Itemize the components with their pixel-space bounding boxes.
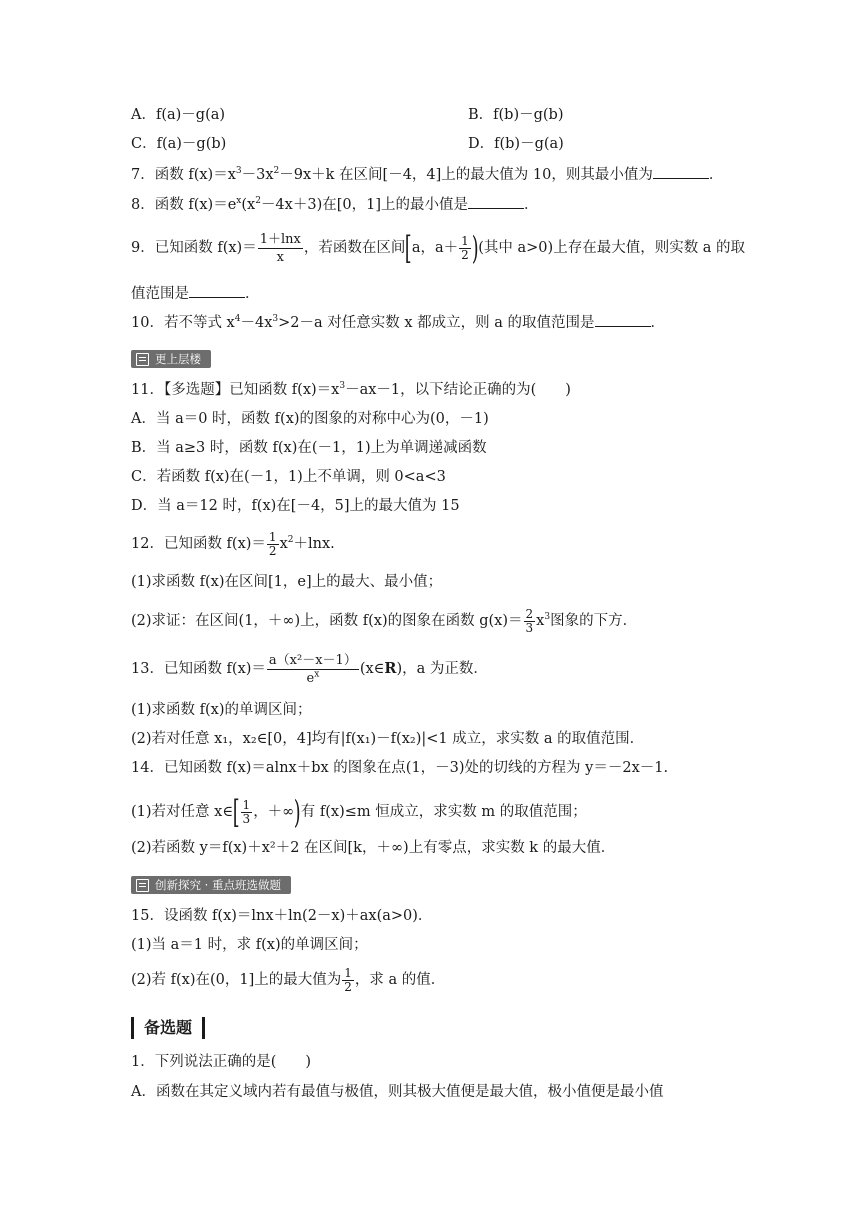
answer-blank (189, 283, 245, 298)
question-12: 12．已知函数 f(x)＝ $\frac{1}{2}$ $x^2+\ln x$. (131, 529, 335, 558)
reserve-question-1: 1．下列说法正确的是( ) (131, 1054, 312, 1070)
answer-blank (468, 194, 524, 209)
fraction: $\frac{\text{a（x²－x－1）}}{e^x}$ (268, 652, 357, 686)
section-badge-innovation: 创新探究 · 重点班选做题 (131, 876, 291, 894)
q6-option-b: B．f(b)－g(b) (468, 107, 564, 123)
reserve-q1-option-a: A．函数在其定义域内若有最值与极值，则其极大值便是最大值，极小值便是最小值 (131, 1084, 664, 1100)
q12-part-2: (2)求证：在区间(1，＋∞)上，函数 f(x)的图象在函数 g(x)＝ $\frac{2}{3}$ $x^3$图象的下方． (131, 606, 638, 635)
reserve-section-title: 备选题 (131, 1017, 205, 1039)
left-bracket: [ (405, 229, 413, 267)
question-7: 7．函数 $f(x)=x^3-3x^2-9x+k$ 在区间[－4，4]上的最大值为 10，则其最小值为 ． (131, 164, 723, 185)
right-paren: ) (294, 793, 301, 831)
question-14: 14．已知函数 f(x)＝alnx＋bx 的图象在点(1，－3)处的切线的方程为 y＝－2x－1. (131, 760, 669, 776)
q6-option-c: C．f(a)－g(b) (131, 136, 227, 152)
question-15: 15．设函数 f(x)＝lnx＋ln(2－x)＋ax(a>0)． (131, 908, 433, 924)
q11-option-c: C．若函数 f(x)在(－1，1)上不单调，则 0<a<3 (131, 469, 446, 485)
question-11: 11．【多选题】已知函数 $f(x)=x^3-ax-1$，以下结论正确的为( ) (131, 381, 571, 398)
q11-option-a: A．当 a＝0 时，函数 f(x)的图象的对称中心为(0，－1) (131, 411, 489, 427)
question-9-line2: 值范围是 ． (131, 283, 260, 304)
question-9: 9．已知函数 f(x)＝ $\frac{1+\ln x}{x}$ ，若函数在区间[a，a＋ $\frac{1}{2}$ )(其中 a>0)上存在最大值，则实数 a 的取 (131, 229, 746, 267)
q13-part-2: (2)若对任意 x₁，x₂∈[0，4]均有|f(x₁)－f(x₂)|<1 成立，求实数 a 的取值范围． (131, 731, 645, 747)
fraction: $\frac{1}{2}$ (461, 233, 469, 262)
question-10: 10．若不等式 $x^4-4x^3>2-a$ 对任意实数 x 都成立，则 a 的取值范围是 ． (131, 312, 665, 333)
left-bracket: [ (232, 793, 240, 831)
fraction: $\frac{2}{3}$ (525, 606, 534, 635)
q13-part-1: (1)求函数 f(x)的单调区间； (131, 702, 312, 718)
answer-blank (653, 164, 709, 179)
book-icon (136, 879, 149, 892)
q12-part-1: (1)求函数 f(x)在区间[1，e]上的最大、最小值； (131, 574, 443, 590)
fraction: $\frac{1}{2}$ (344, 965, 352, 994)
q15-part-1: (1)当 a＝1 时，求 f(x)的单调区间； (131, 937, 368, 953)
q14-part-1: (1)若对任意 x∈[ $\frac{1}{3}$ ，＋∞)有 f(x)≤m 恒成立，求实数 m 的取值范围； (131, 793, 587, 831)
fraction: $\frac{1}{2}$ (268, 529, 277, 558)
q11-option-d: D．当 a＝12 时，f(x)在[－4，5]上的最大值为 15 (131, 498, 460, 514)
fraction: $\frac{1}{3}$ (242, 797, 251, 826)
question-13: 13．已知函数 f(x)＝ $\frac{\text{a（x²－x－1）}}{e^x}$ (x∈R)，a 为正数． (131, 652, 488, 686)
section-badge-advanced: 更上层楼 (131, 350, 211, 368)
question-8: 8．函数 $f(x)=e^x(x^2-4x+3)$在[0，1]上的最小值是 ． (131, 194, 539, 215)
q11-option-b: B．当 a≥3 时，函数 f(x)在(－1，1)上为单调递减函数 (131, 440, 487, 456)
q6-option-a: A．f(a)－g(a) (131, 107, 226, 123)
right-paren: ) (471, 229, 479, 267)
q14-part-2: (2)若函数 y＝f(x)＋x²＋2 在区间[k，＋∞)上有零点，求实数 k 的最大值． (131, 840, 616, 856)
q15-part-2: (2)若 f(x)在(0，1]上的最大值为 $\frac{1}{2}$ ，求 a 的值． (131, 965, 446, 994)
book-icon (136, 353, 149, 366)
answer-blank (595, 312, 651, 327)
q6-option-d: D．f(b)－g(a) (468, 136, 564, 152)
fraction: $\frac{1+\ln x}{x}$ (259, 231, 301, 265)
